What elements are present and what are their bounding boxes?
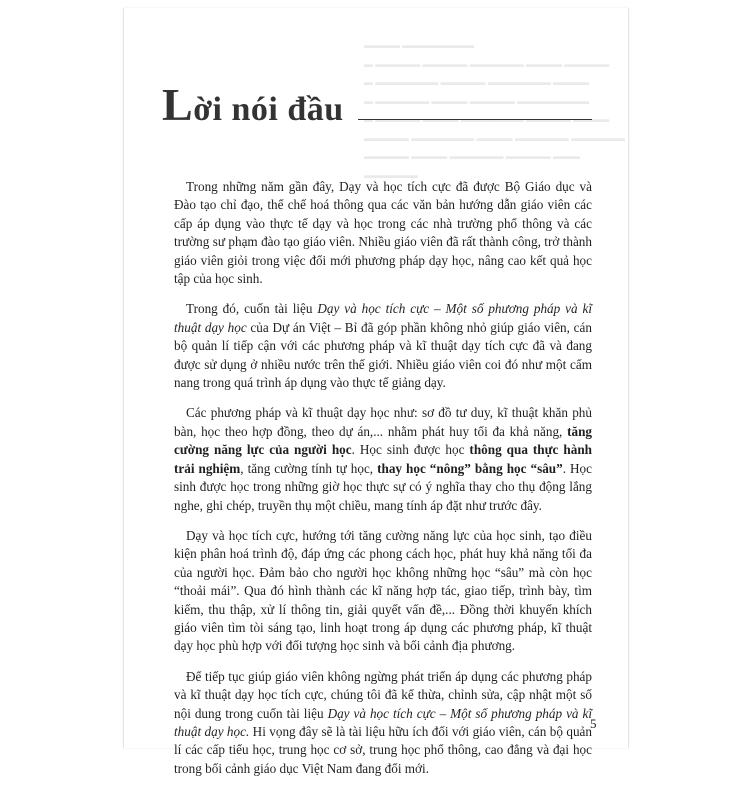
- preface-body: [174, 178, 592, 790]
- text-run: Các phương pháp và kĩ thuật dạy học như: sơ đồ tư duy, kĩ thuật khăn phủ bàn, học theo hợp đồng, theo dự án,... nhằm phát huy tối đa khả năng,: [174, 405, 592, 439]
- title-underline: [358, 119, 592, 120]
- paragraph: [174, 668, 592, 778]
- book-page: [123, 8, 629, 776]
- title-initial: L: [162, 79, 194, 130]
- text-run: , tăng cường tính tự học,: [240, 460, 378, 476]
- text-run: của Dự án Việt – Bỉ đã góp phần không nhỏ giúp giáo viên, cán bộ quản lí tiếp cận với các phương pháp và kĩ thuật dạy tích cực đã và đang được sử dụng ở nhiều nước trên thế giới. Nhiều giáo viên coi đó như một cẩm nang trong quá trình áp dụng vào thực tế giảng dạy.: [174, 319, 592, 391]
- text-run: . Học sinh được học: [351, 442, 470, 458]
- bold-phrase: thông qua thực hành trải nghiệm: [174, 442, 592, 476]
- italic-title: Dạy và học tích cực – Một số phương pháp và kĩ thuật dạy học: [174, 301, 593, 335]
- title-row: [162, 80, 592, 130]
- italic-title: Dạy và học tích cực – Một số phương pháp và kĩ thuật dạy học.: [174, 705, 593, 739]
- bold-phrase: tăng cường năng lực của người học: [174, 423, 592, 458]
- page-title: [162, 79, 344, 130]
- page-number: 5: [590, 716, 597, 731]
- bold-phrase: thay học “nông” bằng học “sâu”: [377, 460, 563, 476]
- paragraph: [174, 300, 592, 392]
- title-rest: ời nói đầu: [193, 91, 344, 128]
- paragraph: [174, 527, 592, 656]
- text-run: Hi vọng đây sẽ là tài liệu hữu ích đối với giáo viên, cán bộ quản lí các cấp tiểu học, trung học cơ sở, trung học phổ thông, cao đẳng và đại học trong bối cảnh giáo dục Việt Nam đang đổi mới.: [174, 723, 592, 776]
- text-run: . Học sinh được học trong những giờ học thực sự có ý nghĩa thay cho thụ động lắng nghe, ghi chép, truyền thụ một chiều, mang tính áp đặt như trước đây.: [174, 460, 593, 513]
- bleed-through-text: ▬▬▬▬ ▬▬▬▬▬▬▬▬ ▬ ▬▬▬▬▬ ▬▬▬▬▬ ▬▬▬▬▬▬ ▬▬▬▬ ▬▬▬▬▬ ▬ ▬▬▬▬▬▬▬ ▬▬▬▬▬ ▬▬▬▬▬▬▬ ▬▬▬▬ ▬ ▬▬▬▬▬▬ ▬▬▬▬ ▬▬▬▬▬ ▬▬▬▬▬▬▬▬ ▬ ▬▬▬▬▬ ▬▬▬▬ ▬▬▬▬▬▬▬ ▬▬▬▬▬ ▬▬▬▬ ▬▬▬▬▬ ▬▬▬▬▬▬▬ ▬▬▬▬ ▬▬▬▬▬▬ ▬▬▬▬▬▬ ▬▬▬▬▬ ▬▬▬▬ ▬▬▬▬▬▬ ▬▬▬▬▬ ▬▬▬ ▬▬▬▬▬▬: [364, 40, 625, 180]
- text-run: Để tiếp tục giúp giáo viên không ngừng phát triển áp dụng các phương pháp và kĩ thuật dạy học tích cực, chúng tôi đã kế thừa, chỉnh sửa, cập nhật một số nội dung trong cuốn tài liệu: [174, 668, 592, 721]
- paragraph: [174, 404, 592, 514]
- text-run: Trong những năm gần đây, Dạy và học tích cực đã được Bộ Giáo dục và Đào tạo chỉ đạo, thể chế hoá thông qua các văn bản hướng dẫn giáo viên các cấp áp dụng vào thực tế dạy và học trong các nhà trường phổ thông và các trường sư phạm đào tạo giáo viên. Nhiều giáo viên đã rất thành công, trở thành giáo viên giỏi trong việc đổi mới phương pháp dạy học, nâng cao kết quả học tập của học sinh.: [174, 179, 592, 287]
- text-run: Dạy và học tích cực, hướng tới tăng cường năng lực của học sinh, tạo điều kiện phân hoá trình độ, đáp ứng các phong cách học, phát huy khả năng tối đa của người học. Đảm bảo cho người học không những học “sâu” mà còn học “thoải mái”. Qua đó hình thành các kĩ năng hợp tác, giao tiếp, trình bày, tìm kiếm, thu thập, xử lí thông tin, giải quyết vấn đề,... Đồng thời khuyến khích giáo viên tìm tòi sáng tạo, linh hoạt trong áp dụng các phương pháp, kĩ thuật dạy học phù hợp với đối tượng học sinh và bối cảnh địa phương.: [174, 527, 592, 654]
- text-run: Trong đó, cuốn tài liệu: [186, 301, 318, 317]
- paragraph: [174, 178, 592, 288]
